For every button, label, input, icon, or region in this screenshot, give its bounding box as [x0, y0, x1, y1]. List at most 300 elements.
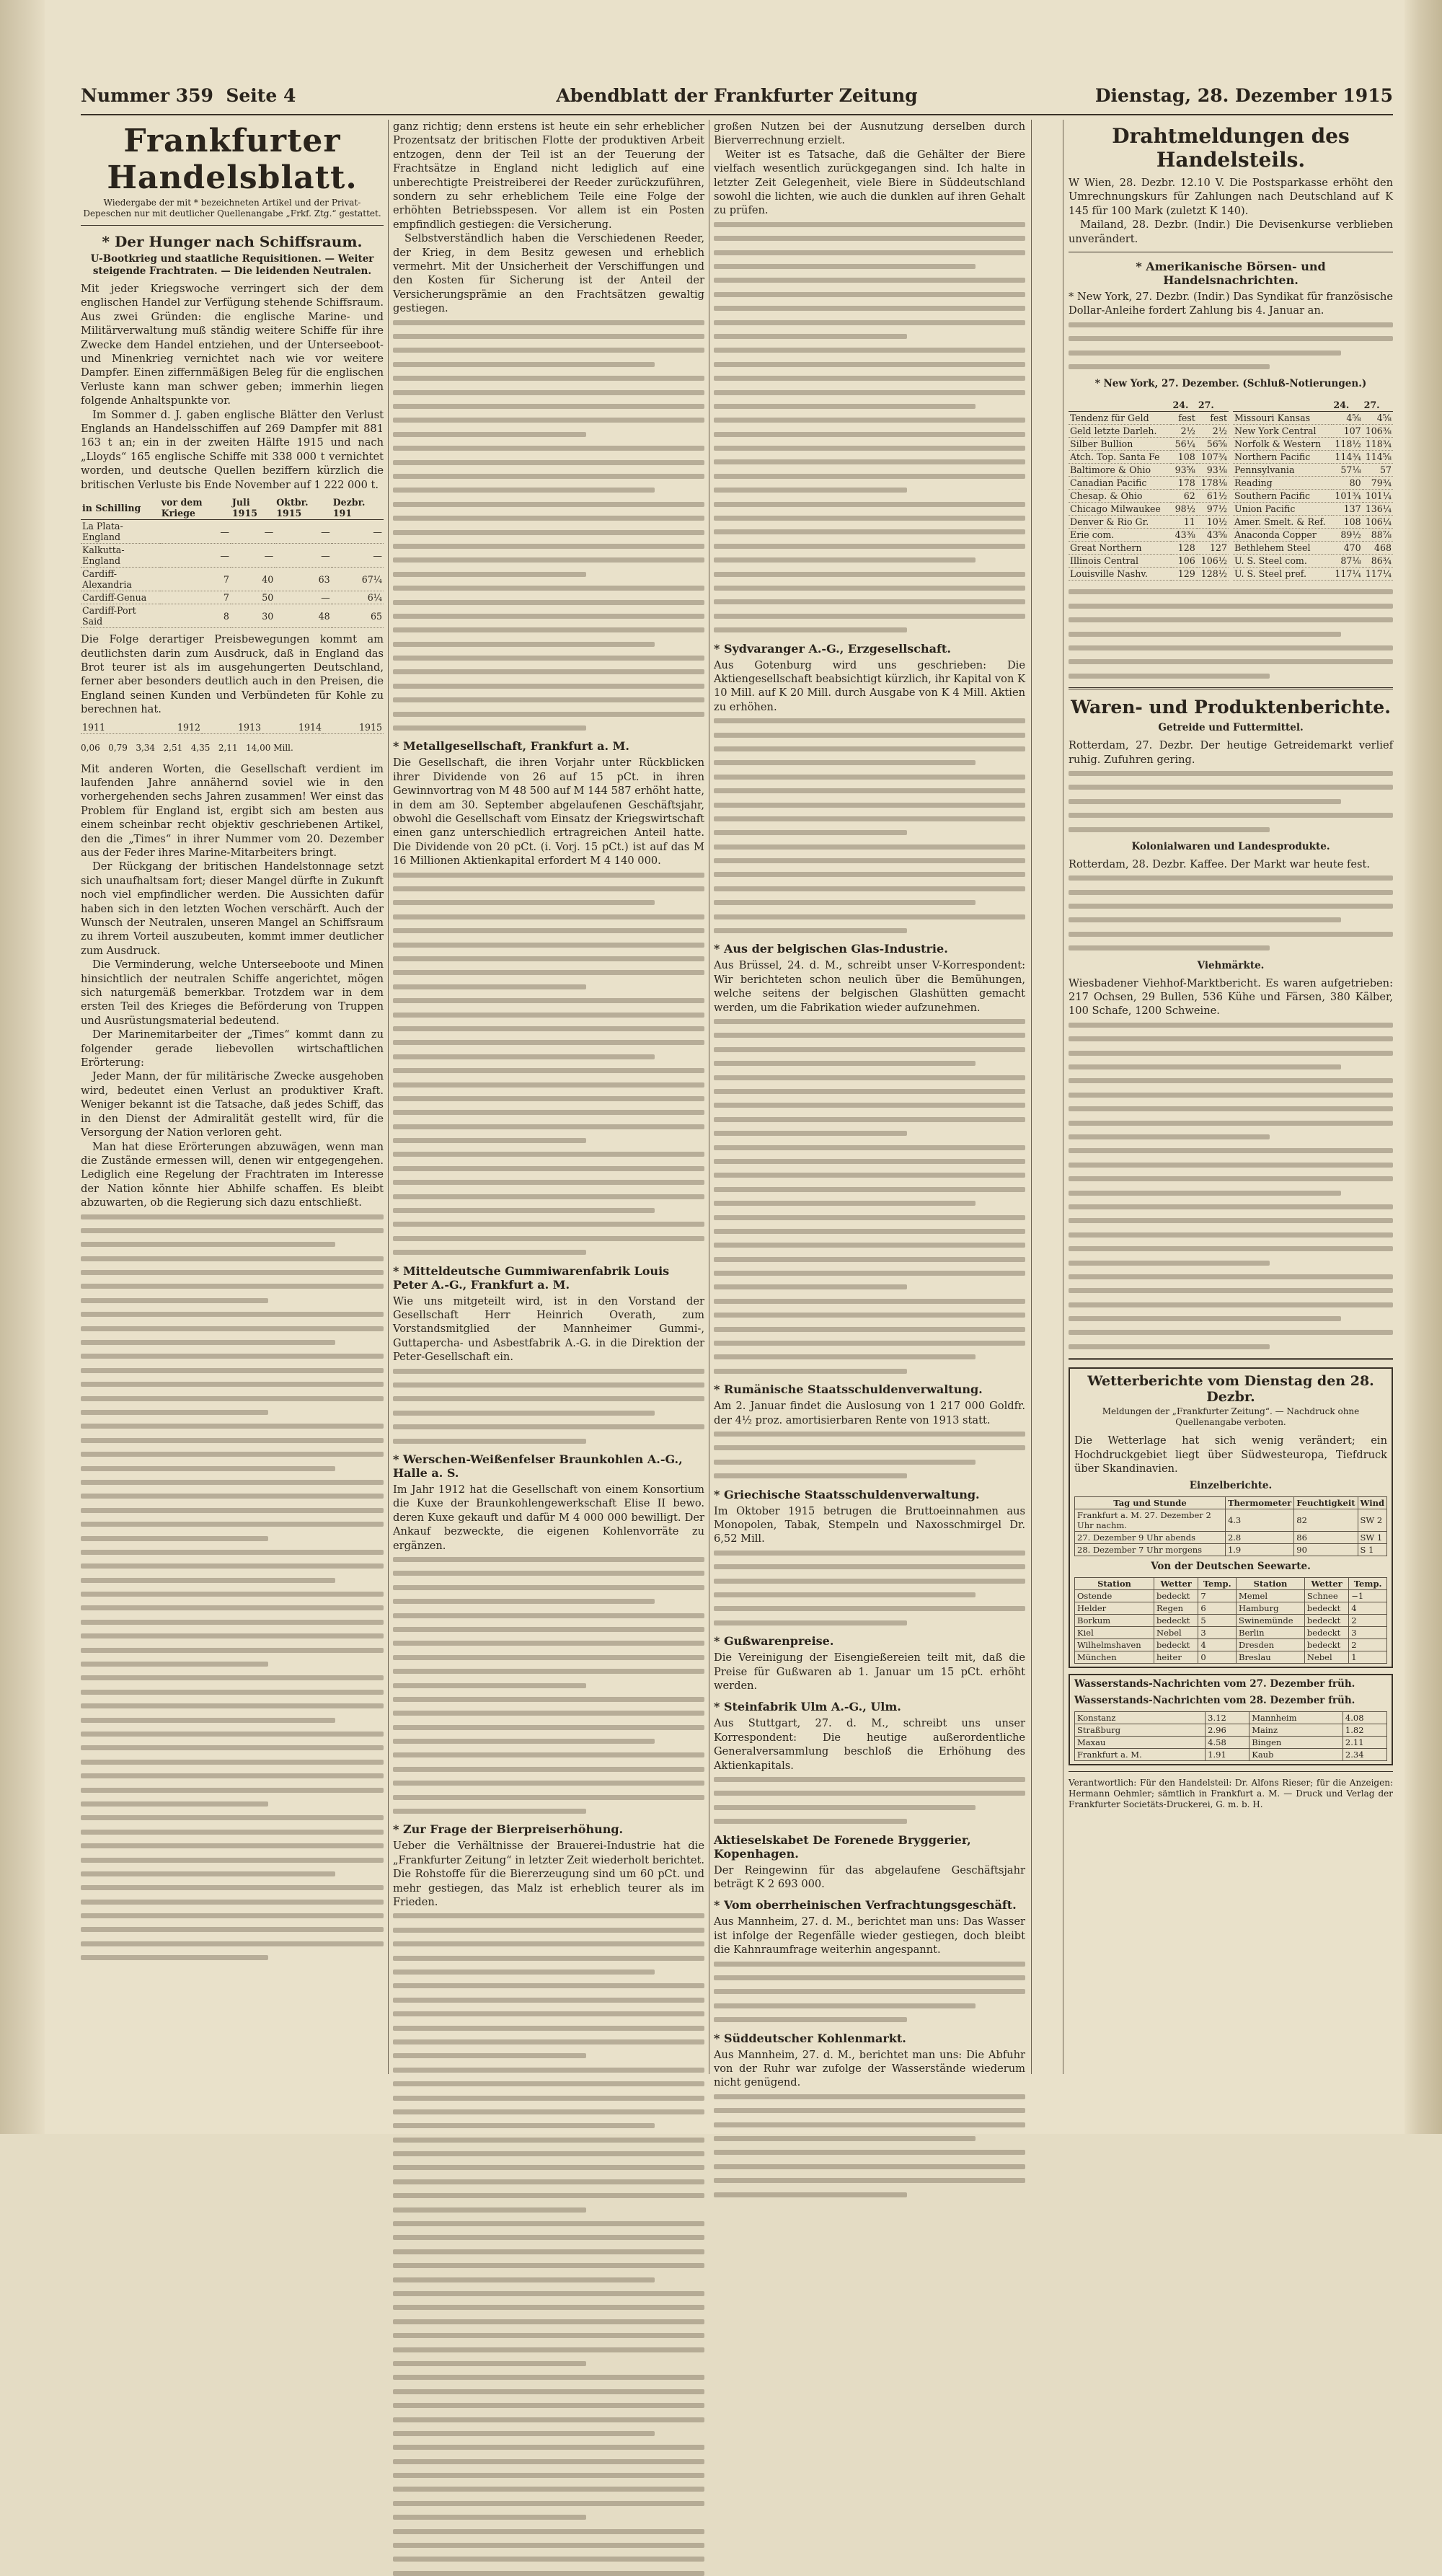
article-title: * Griechische Staatsschuldenverwaltung.: [714, 1487, 980, 1501]
article-paragraph: Aus Brüssel, 24. d. M., schreibt unser V-Korrespondent: Wir berichteten schon neulich über die Bemühungen, welche seitens der belgischen Glashütten gemacht werden, um die Fabrikation wieder aufzunehmen.: [714, 959, 1025, 1014]
column-rule: [1031, 120, 1032, 2074]
illegible-text-block: [714, 1962, 1025, 2023]
table-cell: 27. Dezember 9 Uhr abends: [1075, 1532, 1226, 1544]
divider: [1069, 1358, 1393, 1360]
table-cell: Baltimore & Ohio: [1069, 464, 1171, 477]
column-2: [393, 120, 704, 2081]
table-row: [1069, 568, 1229, 581]
table-cell: 87⅛: [1332, 555, 1362, 568]
table-cell: 10½: [1197, 516, 1229, 529]
table-cell: Geld letzte Darleh.: [1069, 425, 1171, 438]
table-row: [1069, 542, 1229, 555]
table-header-row: [81, 721, 384, 734]
running-head: [81, 85, 1393, 115]
table-cell: Frankfurt a. M. 27. Dezember 2 Uhr nachm.: [1075, 1509, 1226, 1532]
table-cell: 6¼: [332, 591, 384, 604]
table-row: [1233, 451, 1393, 464]
subsection-heading: Viehmärkte.: [1197, 959, 1265, 971]
illegible-text-block: [393, 1913, 704, 2575]
table-cell: bedeckt: [1304, 1627, 1348, 1639]
table-cell: Nebel: [1304, 1651, 1348, 1664]
table-cell: 1: [1349, 1651, 1387, 1664]
issue-date: Dienstag, 28. Dezember 1915: [1094, 85, 1393, 106]
table-cell: Kalkutta-England: [81, 544, 160, 568]
table-row: [1069, 438, 1229, 451]
water-level-heading: Wasserstands-Nachrichten vom 28. Dezember früh.: [1074, 1695, 1355, 1707]
table-cell: 4.3: [1225, 1509, 1293, 1532]
illegible-text-block: [714, 1551, 1025, 1626]
table-header-cell: Wetter: [1304, 1578, 1348, 1590]
article-paragraph: Mit jeder Kriegswoche verringert sich der dem englischen Handel zur Verfügung stehende Schiffsraum. Aus zwei Gründen: die englische Marine- und Militärverwaltung muß ständig weitere Schiffe für ihre Zwecke dem Handel entziehen, und der Unterseeboot- und Minenkrieg vernichtet nach wie vor weitere Dampfer. Einen ziffernmäßigen Beleg für die englischen Verluste kann man schwer geben; immerhin liegen folgende Anhaltspunkte vor.: [81, 283, 384, 407]
article-title: * Süddeutscher Kohlenmarkt.: [714, 2031, 906, 2045]
table-cell: 5: [1198, 1615, 1237, 1627]
table-row: [1075, 1627, 1387, 1639]
table-cell: Mannheim: [1249, 1712, 1343, 1724]
table-cell: 178: [1171, 477, 1196, 490]
table-cell: 108: [1171, 451, 1196, 464]
illegible-text-block: [714, 1777, 1025, 1824]
article-paragraph: Die Gesellschaft, die ihren Vorjahr unter Rückblicken ihrer Dividende von 26 auf 15 pCt. in ihren Gewinnvortrag von M 48 500 auf M 144 587 erhöht hatte, in dem am 30. September abgelaufenen Geschäftsjahr, obwohl die Gesellschaft vom Einsatz der Kriegswirtschaft einen ganz unterschiedlich ertragreichen Anteil hatte. Die Dividende von 20 pCt. (i. Vorj. 15 pCt.) ist auf das M 16 Millionen Aktienkapital erfordert M 4 140 000.: [393, 757, 704, 868]
table-cell: Memel: [1237, 1590, 1305, 1602]
table-cell: 107¾: [1197, 451, 1229, 464]
table-cell: 106½: [1197, 555, 1229, 568]
table-cell: 2,51: [163, 742, 183, 753]
table-row: [1233, 503, 1393, 516]
table-cell: 3: [1198, 1627, 1237, 1639]
table-cell: 101¼: [1363, 490, 1393, 503]
article-title: * Metallgesellschaft, Frankfurt a. M.: [393, 739, 629, 754]
table-row: [1069, 490, 1229, 503]
illegible-text-block: [1069, 589, 1393, 678]
table-cell: 61½: [1197, 490, 1229, 503]
table-cell: bedeckt: [1154, 1615, 1198, 1627]
table-cell: Berlin: [1237, 1627, 1305, 1639]
table-cell: 1.91: [1206, 1749, 1249, 1761]
table-cell: 7: [160, 568, 231, 591]
table-cell: 2½: [1171, 425, 1196, 438]
table-cell: 28. Dezember 7 Uhr morgens: [1075, 1544, 1226, 1556]
table-row: [1069, 529, 1229, 542]
article-paragraph: Die Wetterlage hat sich wenig verändert; ein Hochdruckgebiet liegt über Südwesteuropa, Tiefdruck über Skandinavien.: [1074, 1434, 1387, 1476]
table-cell: Cardiff-Port Said: [81, 604, 160, 628]
article-title: Aktieselskabet De Forenede Bryggerier, Kopenhagen.: [714, 1832, 971, 1861]
table-cell: U. S. Steel com.: [1233, 555, 1332, 568]
table-cell: 2.11: [1343, 1737, 1386, 1749]
stock-table-left: [1069, 399, 1229, 581]
table-cell: Amer. Smelt. & Ref.: [1233, 516, 1332, 529]
table-header-row: [1233, 399, 1393, 412]
article-paragraph: Aus Gotenburg wird uns geschrieben: Die Aktiengesellschaft beabsichtigt kürzlich, ihr Kapital von K 10 Mill. auf K 20 Mill. durch Ausgabe von K 4 Mill. Aktien zu erhöhen.: [714, 658, 1025, 713]
stock-quote-tables: [1069, 394, 1393, 585]
article-title: * Zur Frage der Bierpreiserhöhung.: [393, 1822, 624, 1837]
table-cell: New York Central: [1233, 425, 1332, 438]
table-cell: SW 1: [1358, 1532, 1386, 1544]
divider: [1069, 687, 1393, 689]
table-cell: 468: [1363, 542, 1393, 555]
column-3: [714, 120, 1025, 2089]
table-cell: Breslau: [1237, 1651, 1305, 1664]
table-cell: 56⅝: [1197, 438, 1229, 451]
table-cell: 63: [275, 568, 331, 591]
table-cell: 4⅝: [1363, 412, 1393, 425]
table-row: [1069, 477, 1229, 490]
table-cell: Mainz: [1249, 1724, 1343, 1737]
table-cell: —: [231, 544, 275, 568]
table-header-cell: 27.: [1363, 399, 1393, 412]
table-cell: Denver & Rio Gr.: [1069, 516, 1171, 529]
article-paragraph: Aus Stuttgart, 27. d. M., schreibt uns unser Korrespondent: Die heutige außerordentliche Generalversammlung beschloß die Erhöhung des Aktienkapitals.: [714, 1717, 1025, 1772]
table-row: [1069, 516, 1229, 529]
table-cell: 65: [332, 604, 384, 628]
table-cell: 4: [1349, 1602, 1387, 1615]
table-row: [1069, 425, 1229, 438]
table-cell: —: [160, 520, 231, 544]
table-row: [1233, 542, 1393, 555]
table-cell: fest: [1171, 412, 1196, 425]
table-cell: 40: [231, 568, 275, 591]
table-cell: Atch. Top. Santa Fe: [1069, 451, 1171, 464]
table-cell: 178⅛: [1197, 477, 1229, 490]
coal-values-line: [81, 743, 384, 754]
weather-report-box: [1069, 1367, 1393, 1668]
table-row: [1069, 412, 1229, 425]
illegible-text-block: [393, 1557, 704, 1814]
table-row: [1069, 451, 1229, 464]
table-cell: 48: [275, 604, 331, 628]
table-cell: 30: [231, 604, 275, 628]
table-row: [1075, 1724, 1387, 1737]
table-cell: Nebel: [1154, 1627, 1198, 1639]
table-header-cell: 27.: [1197, 399, 1229, 412]
water-level-table: [1074, 1711, 1387, 1761]
table-cell: 6: [1198, 1602, 1237, 1615]
table-cell: Silber Bullion: [1069, 438, 1171, 451]
table-cell: bedeckt: [1304, 1615, 1348, 1627]
subsection-heading: Von der Deutschen Seewarte.: [1151, 1561, 1311, 1573]
table-cell: 1.9: [1225, 1544, 1293, 1556]
article-paragraph: Im Oktober 1915 betrugen die Bruttoeinnahmen aus Monopolen, Tabak, Stempeln und Naxosschmirgel Dr. 6,52 Mill.: [714, 1504, 1025, 1545]
table-cell: Helder: [1075, 1602, 1154, 1615]
article-title: * Aus der belgischen Glas-Industrie.: [714, 942, 948, 956]
table-row: [1075, 1737, 1387, 1749]
table-cell: 2: [1349, 1615, 1387, 1627]
article-paragraph: Im Sommer d. J. gaben englische Blätter den Verlust Englands an Handelsschiffen auf 269 Dampfer mit 881 163 t an; ein in der zweiten Hälfte 1915 und nach „Lloyds“ 165 englische Schiffe mit 338 000 t vernichtet worden, und deutsche Quellen beziffern kürzlich die britischen Verluste bis Ende November auf 1 222 000 t.: [81, 408, 384, 491]
table-cell: 7: [1198, 1590, 1237, 1602]
table-cell: 0,06: [81, 742, 100, 753]
table-header-cell: Tag und Stunde: [1075, 1497, 1226, 1509]
article-paragraph: Am 2. Januar findet die Auslosung von 1 217 000 Goldfr. der 4½ proz. amortisierbaren Rente von 1913 statt.: [714, 1400, 1025, 1426]
table-cell: 2: [1349, 1639, 1387, 1651]
article-subline: U-Bootkrieg und staatliche Requisitionen. — Weiter steigende Frachtraten. — Die leidenden Neutralen.: [90, 253, 374, 277]
masthead-note: Wiedergabe der mit * bezeichneten Artikel und der Privat-Depeschen nur mit deutlicher Quellenangabe „Frkf. Ztg.“ gestattet.: [83, 198, 381, 219]
article-paragraph: Der Marinemitarbeiter der „Times“ kommt dann zu folgender gerade liebevollen wirtschaftlichen Erörterung:: [81, 1028, 384, 1069]
table-cell: 1914: [262, 721, 323, 734]
illegible-text-block: [714, 222, 1025, 632]
table-cell: 50: [231, 591, 275, 604]
table-cell: —: [275, 591, 331, 604]
article-paragraph: Die Vereinigung der Eisengießereien teilt mit, daß die Preise für Gußwaren ab 1. Januar um 15 pCt. erhöht werden.: [714, 1651, 1025, 1692]
table-cell: 128: [1171, 542, 1196, 555]
article-headline: * Der Hunger nach Schiffsraum.: [102, 233, 363, 250]
table-cell: Cardiff-Genua: [81, 591, 160, 604]
table-cell: 57: [1363, 464, 1393, 477]
table-cell: 0: [1198, 1651, 1237, 1664]
table-cell: 118¾: [1363, 438, 1393, 451]
table-row: [1075, 1509, 1387, 1532]
water-level-heading: Wasserstands-Nachrichten vom 27. Dezember früh.: [1074, 1678, 1355, 1690]
article-paragraph: Die Folge derartiger Preisbewegungen kommt am deutlichsten darin zum Ausdruck, daß in England das Brot teurer ist als im ausgehungerten Deutschland, ferner aber besonders deutlich auch in den Preisen, die England seinen Kunden und Verbündeten für Kohle zu berechnen hat.: [81, 633, 384, 716]
stock-table-right: [1233, 399, 1393, 581]
article-title: * Gußwarenpreise.: [714, 1634, 834, 1649]
table-cell: −1: [1349, 1590, 1387, 1602]
table-cell: 118½: [1332, 438, 1362, 451]
table-cell: La Plata-England: [81, 520, 160, 544]
table-cell: 86: [1294, 1532, 1358, 1544]
table-header-row: [81, 496, 384, 520]
table-cell: 98½: [1171, 503, 1196, 516]
table-cell: 108: [1332, 516, 1362, 529]
table-cell: Borkum: [1075, 1615, 1154, 1627]
illegible-text-block: [1069, 322, 1393, 369]
table-header-cell: 24.: [1171, 399, 1196, 412]
table-cell: 117¼: [1332, 568, 1362, 581]
table-row: [1233, 490, 1393, 503]
table-cell: —: [332, 520, 384, 544]
table-row: [81, 544, 384, 568]
table-header-cell: Wind: [1358, 1497, 1386, 1509]
table-cell: 106: [1171, 555, 1196, 568]
table-cell: 14,00 Mill.: [246, 742, 293, 753]
table-row: [1233, 516, 1393, 529]
weather-local-table: [1074, 1496, 1387, 1556]
weather-note: Meldungen der „Frankfurter Zeitung“. — Nachdruck ohne Quellenangabe verboten.: [1102, 1406, 1360, 1428]
table-cell: 0,79: [108, 742, 128, 753]
paper-title: Abendblatt der Frankfurter Zeitung: [556, 85, 918, 106]
article-paragraph: W Wien, 28. Dezbr. 12.10 V. Die Postsparkasse erhöht den Umrechnungskurs für Zahlungen nach Deutschland auf K 145 für 100 Mark (zuletzt K 140).: [1069, 177, 1393, 217]
article-paragraph: Im Jahr 1912 hat die Gesellschaft von einem Konsortium die Kuxe der Braunkohlengewerkschaft Elise II bewo. deren Kuxe gekauft und dafür M 4 000 000 bewilligt. Der Ankauf bezweckte, die eigenen Kohlenvorräte zu ergänzen.: [393, 1483, 704, 1552]
article-paragraph: Weiter ist es Tatsache, daß die Gehälter der Biere vielfach wesentlich zurückgegangen sind. Ich halte in letzter Zeit Gelegenheit, viele Biere in Süddeutschland sowohl die lichten, wie auch die dunklen auf ihren Gehalt zu prüfen.: [714, 148, 1025, 217]
table-cell: 3,34: [136, 742, 156, 753]
table-cell: Northern Pacific: [1233, 451, 1332, 464]
table-cell: 1913: [202, 721, 262, 734]
table-row: [1233, 464, 1393, 477]
article-paragraph: * New York, 27. Dezbr. (Indir.) Das Syndikat für französische Dollar-Anleihe fordert Zahlung bis 4. Januar an.: [1069, 291, 1393, 317]
table-cell: U. S. Steel pref.: [1233, 568, 1332, 581]
issue-number-text: Nummer 359: [81, 85, 213, 106]
table-header-cell: Station: [1237, 1578, 1305, 1590]
article-paragraph: Die Verminderung, welche Unterseeboote und Minen hinsichtlich der neutralen Schiffe angerichtet, mögen sich naturgemäß bemerkbar. Trotzdem war in dem ersten Teil des Krieges die Beförderung von Truppen und Ausrüstungsmaterial bedeutend.: [81, 958, 384, 1027]
table-cell: 86¾: [1363, 555, 1393, 568]
table-row: [1233, 568, 1393, 581]
table-cell: 3.12: [1206, 1712, 1249, 1724]
table-cell: Union Pacific: [1233, 503, 1332, 516]
table-cell: 4: [1198, 1639, 1237, 1651]
article-paragraph: Mit anderen Worten, die Gesellschaft verdient im laufenden Jahre annähernd soviel wie in den vorhergehenden sechs Jahren zusammen! Wer einst das Problem für England ist, ergibt sich am besten aus einem scheinbar recht objektiv geschriebenen Artikel, den die „Times“ in ihrer Nummer vom 20. Dezember aus der Feder ihres Marine-Mitarbeiters bringt.: [81, 762, 384, 859]
divider: [81, 225, 384, 226]
table-cell: —: [332, 544, 384, 568]
table-cell: 2½: [1197, 425, 1229, 438]
article-paragraph: ganz richtig; denn erstens ist heute ein sehr erheblicher Prozentsatz der britischen Flotte der produktiven Arbeit entzogen, denn der Teil ist an der Teuerung der Frachtsätze in England nicht lediglich auf eine unberechtigte Preistreiberei der Reeder zurückzuführen, sondern zu sehr erheblichem Teile eine Folge der erhöhten Betriebsspesen. Vor allem ist ein Posten empfindlich gestiegen: die Versicherung.: [393, 120, 704, 231]
table-cell: fest: [1197, 412, 1229, 425]
article-paragraph: Aus Mannheim, 27. d. M., berichtet man uns: Das Wasser ist infolge der Regenfälle wieder gestiegen, doch bleibt die Kahnraumfrage weiterhin angespannt.: [714, 1915, 1025, 1957]
article-title: * Werschen-Weißenfelser Braunkohlen A.-G., Halle a. S.: [393, 1452, 683, 1480]
table-row: [1075, 1639, 1387, 1651]
table-header-cell: vor dem Kriege: [160, 496, 231, 520]
illegible-text-block: [714, 1019, 1025, 1374]
right-page-edge: [1405, 0, 1442, 2134]
table-cell: 127: [1197, 542, 1229, 555]
table-header-row: [1069, 399, 1229, 412]
column-1: [81, 120, 384, 2081]
table-cell: 88⅞: [1363, 529, 1393, 542]
freight-rate-table: [81, 496, 384, 628]
table-row: [81, 604, 384, 628]
table-header-cell: 24.: [1332, 399, 1362, 412]
table-cell: 136¼: [1363, 503, 1393, 516]
article-paragraph: Ueber die Verhältnisse der Brauerei-Industrie hat die „Frankfurter Zeitung“ in letzter Zeit wiederholt berichtet. Die Rohstoffe für die Biererzeugung sind um 60 pCt. und mehr gestiegen, das Malz ist erheblich teurer als im Frieden.: [393, 1840, 704, 1909]
table-cell: 3: [1349, 1627, 1387, 1639]
table-cell: Dresden: [1237, 1639, 1305, 1651]
table-cell: 4.08: [1343, 1712, 1386, 1724]
table-cell: Bingen: [1249, 1737, 1343, 1749]
table-cell: 8: [160, 604, 231, 628]
table-cell: Norfolk & Western: [1233, 438, 1332, 451]
table-cell: 106¼: [1363, 516, 1393, 529]
illegible-text-block: [714, 718, 1025, 933]
table-cell: Frankfurt a. M.: [1075, 1749, 1206, 1761]
table-cell: 62: [1171, 490, 1196, 503]
table-cell: Tendenz für Geld: [1069, 412, 1171, 425]
table-cell: Louisville Nashv.: [1069, 568, 1171, 581]
table-header-cell: Dezbr. 191: [332, 496, 384, 520]
table-cell: bedeckt: [1304, 1602, 1348, 1615]
table-cell: —: [160, 544, 231, 568]
article-paragraph: Wiesbadener Viehhof-Marktbericht. Es waren aufgetrieben: 217 Ochsen, 29 Bullen, 536 Kühe und Färsen, 380 Kälber, 100 Schafe, 1200 Schweine.: [1069, 976, 1393, 1018]
table-header-cell: Oktbr. 1915: [275, 496, 331, 520]
table-cell: Maxau: [1075, 1737, 1206, 1749]
section-heading: Wetterberichte vom Dienstag den 28. Dezbr.: [1087, 1373, 1374, 1406]
table-cell: 80: [1332, 477, 1362, 490]
article-paragraph: Mailand, 28. Dezbr. (Indir.) Die Devisenkurse verblieben unverändert.: [1069, 219, 1393, 245]
illegible-text-block: [714, 2094, 1025, 2197]
subsection-heading: Einzelberichte.: [1189, 1480, 1273, 1492]
table-cell: bedeckt: [1154, 1639, 1198, 1651]
table-cell: Anaconda Copper: [1233, 529, 1332, 542]
table-cell: Regen: [1154, 1602, 1198, 1615]
table-row: [81, 568, 384, 591]
table-header-cell: Temp.: [1349, 1578, 1387, 1590]
article-paragraph: Aus Mannheim, 27. d. M., berichtet man uns: Die Abfuhr von der Ruhr war zufolge der Wasserstände wiederum nicht genügend.: [714, 2048, 1025, 2089]
article-paragraph: Selbstverständlich haben die Verschiedenen Reeder, der Krieg, in dem Besitz gewesen und erheblich vermehrt. Mit der Unsicherheit der Verschiffungen und den Kosten für Sicherung ist der Anteil der Versicherungsprämie an den Frachtsätzen gewaltig gestiegen.: [393, 232, 704, 315]
section-heading: Waren- und Produktenberichte.: [1071, 697, 1391, 718]
table-cell: Canadian Pacific: [1069, 477, 1171, 490]
table-cell: 57⅛: [1332, 464, 1362, 477]
table-cell: Kiel: [1075, 1627, 1154, 1639]
table-header-cell: Wetter: [1154, 1578, 1198, 1590]
illegible-text-block: [1069, 875, 1393, 950]
table-row: [81, 591, 384, 604]
table-cell: 2.8: [1225, 1532, 1293, 1544]
table-row: [1233, 425, 1393, 438]
table-cell: 89½: [1332, 529, 1362, 542]
table-row: [1069, 464, 1229, 477]
table-cell: 2,11: [218, 742, 238, 753]
table-header-cell: Juli 1915: [231, 496, 275, 520]
table-row: [1233, 555, 1393, 568]
table-cell: 101¾: [1332, 490, 1362, 503]
table-cell: 4⅝: [1332, 412, 1362, 425]
column-rule: [388, 120, 389, 2074]
section-heading: Drahtmeldungen des Handelsteils.: [1112, 124, 1350, 172]
table-cell: Chesap. & Ohio: [1069, 490, 1171, 503]
illegible-text-block: [393, 1369, 704, 1444]
article-paragraph: großen Nutzen bei der Ausnutzung derselben durch Bierverrechnung erzielt.: [714, 120, 1025, 147]
left-page-edge: [0, 0, 45, 2134]
table-header-cell: Feuchtigkeit: [1294, 1497, 1358, 1509]
section-masthead: Frankfurter Handelsblatt.: [107, 123, 358, 196]
table-cell: 106⅜: [1363, 425, 1393, 438]
table-header-row: [1075, 1578, 1387, 1590]
article-paragraph: Man hat diese Erörterungen abzuwägen, wenn man die Zustände ermessen will, denen wir entgegengehen. Lediglich eine Regelung der Frachtraten im Interesse der Nation könnte hier Abhilfe schaffen. Es bleibt abzuwarten, ob die Regierung sich dazu entschließt.: [81, 1140, 384, 1209]
table-cell: 56¼: [1171, 438, 1196, 451]
table-cell: 129: [1171, 568, 1196, 581]
table-header-row: [1075, 1497, 1387, 1509]
table-header-cell: in Schilling: [81, 496, 160, 520]
article-title: * Sydvaranger A.-G., Erzgesellschaft.: [714, 641, 951, 656]
table-row: [1075, 1651, 1387, 1664]
table-cell: 43⅝: [1197, 529, 1229, 542]
table-cell: heiter: [1154, 1651, 1198, 1664]
table-cell: Wilhelmshaven: [1075, 1639, 1154, 1651]
table-header-cell: Temp.: [1198, 1578, 1237, 1590]
table-cell: 1.82: [1343, 1724, 1386, 1737]
table-cell: Cardiff-Alexandria: [81, 568, 160, 591]
table-cell: 4,35: [190, 742, 211, 753]
table-cell: S 1: [1358, 1544, 1386, 1556]
subsection-heading: Getreide und Futtermittel.: [1158, 722, 1304, 734]
table-row: [1069, 555, 1229, 568]
stock-table-title: * New York, 27. Dezember. (Schluß-Notierungen.): [1094, 378, 1367, 390]
table-cell: —: [275, 520, 331, 544]
table-row: [1075, 1532, 1387, 1544]
article-title: * Steinfabrik Ulm A.-G., Ulm.: [714, 1700, 901, 1714]
table-cell: 43⅜: [1171, 529, 1196, 542]
table-cell: 114¾: [1332, 451, 1362, 464]
table-cell: München: [1075, 1651, 1154, 1664]
table-cell: 128½: [1197, 568, 1229, 581]
table-cell: 67¼: [332, 568, 384, 591]
article-title: * Vom oberrheinischen Verfrachtungsgeschäft.: [714, 1898, 1017, 1913]
table-cell: Great Northern: [1069, 542, 1171, 555]
illegible-text-block: [393, 873, 704, 1256]
table-row: [1069, 503, 1229, 516]
page-number: Seite 4: [226, 85, 296, 106]
coal-year-table: [81, 721, 384, 734]
illegible-text-block: [1069, 771, 1393, 832]
table-cell: 1915: [323, 721, 384, 734]
table-cell: 93⅛: [1197, 464, 1229, 477]
illegible-text-block: [393, 320, 704, 731]
table-cell: 1912: [141, 721, 202, 734]
illegible-text-block: [81, 1214, 384, 1961]
illegible-text-block: [1069, 1023, 1393, 1349]
table-row: [1075, 1712, 1387, 1724]
table-row: [1075, 1590, 1387, 1602]
table-cell: bedeckt: [1154, 1590, 1198, 1602]
article-title: * Mitteldeutsche Gummiwarenfabrik Louis Peter A.-G., Frankfurt a. M.: [393, 1263, 670, 1292]
table-cell: Missouri Kansas: [1233, 412, 1332, 425]
table-cell: 11: [1171, 516, 1196, 529]
